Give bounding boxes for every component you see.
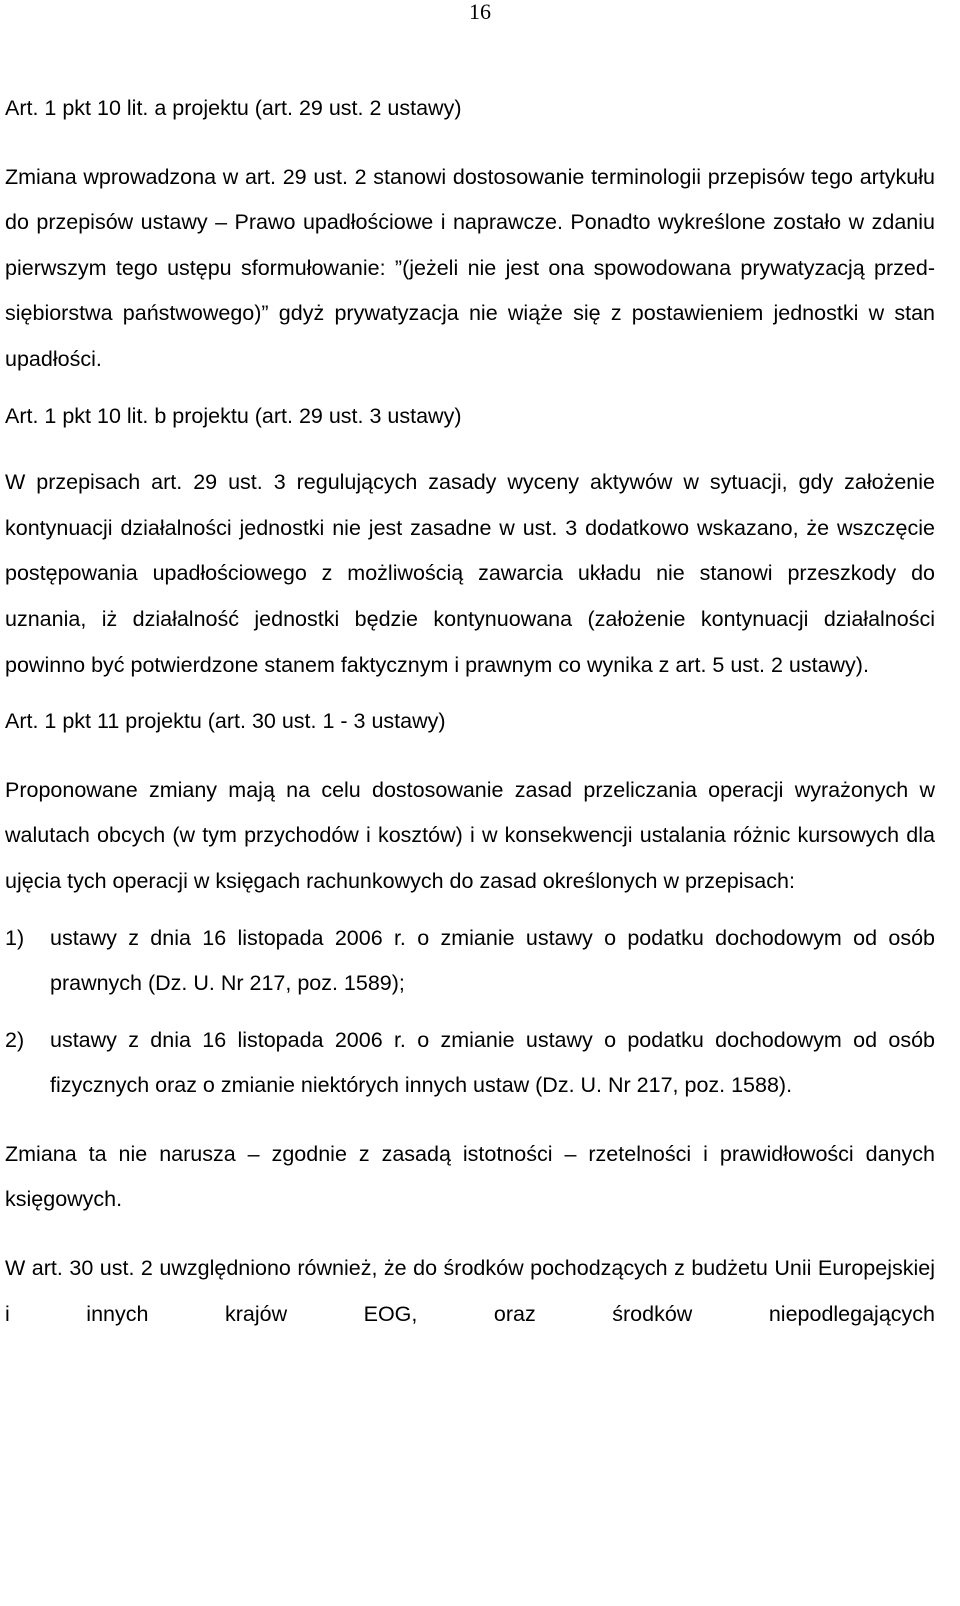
section-heading-art1-pkt10-lit-a: Art. 1 pkt 10 lit. a projektu (art. 29 ust. 2 ustawy) [5,96,462,120]
paragraph-art30-ust2: W art. 30 ust. 2 uwzględniono również, że do środków pochodzących z budżetu Unii Europejskiej i innych krajów EOG, oraz środków niepodlegających [5,1256,935,1326]
section-heading-art1-pkt11: Art. 1 pkt 11 projektu (art. 30 ust. 1 - 3 ustawy) [5,709,446,734]
paragraph-art29-ust3: W przepisach art. 29 ust. 3 regulujących zasady wyceny aktywów w sytuacji, gdy założenie kontynuacji działalności jednostki nie jest zasadne w ust. 3 dodatkowo wskazano, że wszczęcie postępowania upadłościowego z możliwością zawarcia układu nie stanowi przeszkody do uznania, iż działalność jednostki będzie kontynuowana (założenie kontynuacji działalności powinno być potwierdzone stanem faktycznym i prawnym co wynika z art. 5 ust. 2 ustawy). [5,470,935,677]
list-item [5,916,935,1007]
list-item-number: 1) [5,925,25,950]
paragraph-istotnosc: Zmiana ta nie narusza – zgodnie z zasadą istotności – rzetelności i prawidłowości danych księgowych. [5,1141,935,1212]
page-number: 16 [469,0,491,24]
paragraph-art30: Proponowane zmiany mają na celu dostosowanie zasad przeliczania operacji wyrażonych w walutach obcych (w tym przychodów i kosztów) i w konsekwencji ustalania różnic kursowych dla ujęcia tych operacji w księgach rachunkowych do zasad określonych w przepisach: [5,777,935,893]
list-item [5,1018,935,1109]
paragraph-art29-ust2: Zmiana wprowadzona w art. 29 ust. 2 stanowi dostosowanie terminologii przepisów tego artykułu do przepisów ustawy – Prawo upadłościowe i naprawcze. Ponadto wykreślone zostało w zdaniu pierwszym tego ustępu sformułowanie: ”(jeżeli nie jest ona spowodowana prywatyzacją przedsiębiorstwa państwowego)” gdyż prywatyzacja nie wiąże się z postawieniem jednostki w stan upadłości. [5,164,935,371]
list-item-text: ustawy z dnia 16 listopada 2006 r. o zmianie ustawy o podatku dochodowym od osób prawnych (Dz. U. Nr 217, poz. 1589); [50,925,935,996]
section-heading-art1-pkt10-lit-b: Art. 1 pkt 10 lit. b projektu (art. 29 ust. 3 ustawy) [5,403,462,428]
document-body [5,86,935,1337]
list-item-text: ustawy z dnia 16 listopada 2006 r. o zmianie ustawy o podatku dochodowym od osób fizycznych oraz o zmianie niektórych innych ustaw (Dz. U. Nr 217, poz. 1588). [50,1027,935,1098]
list-item-number: 2) [5,1027,25,1052]
